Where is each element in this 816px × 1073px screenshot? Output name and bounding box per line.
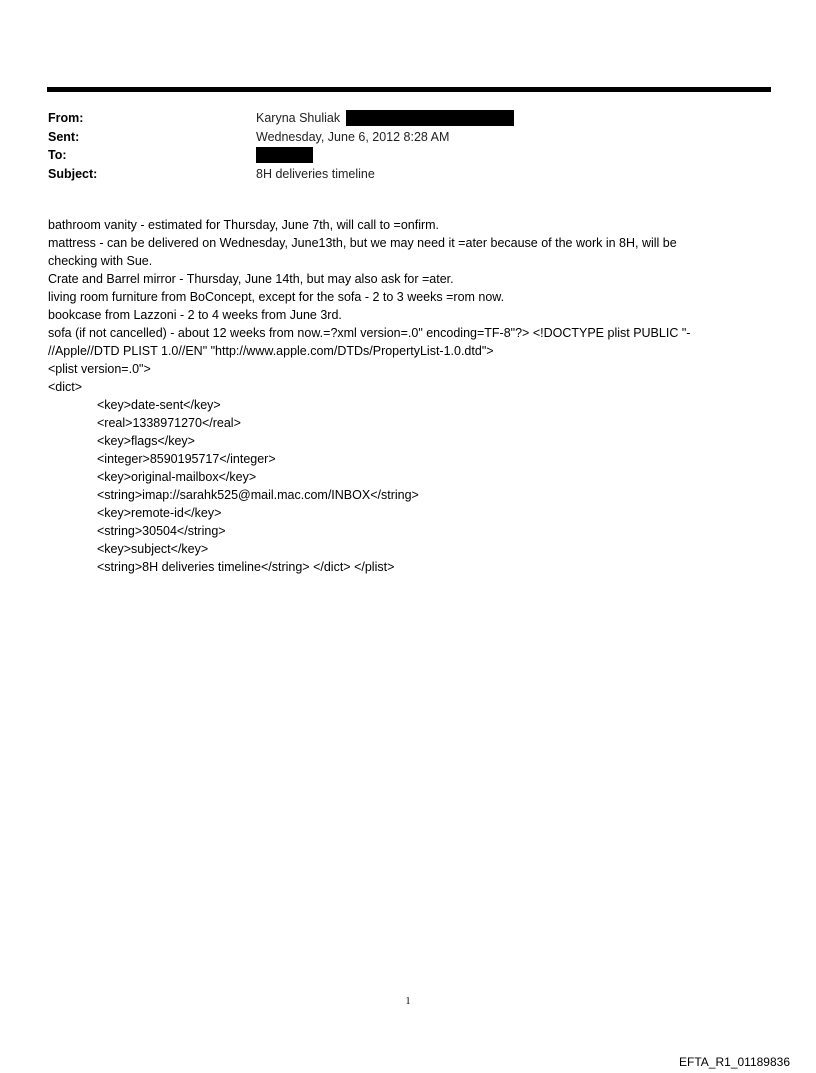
from-label: From: bbox=[48, 111, 84, 126]
from-value bbox=[256, 110, 514, 126]
plist-line: <key>date-sent</key> bbox=[97, 398, 221, 412]
page-number: 1 bbox=[405, 996, 411, 1007]
body-line: sofa (if not cancelled) - about 12 weeks from now.=?xml version=.0" encoding=TF-8"?> <!DOCTYPE plist PUBLIC "- bbox=[48, 326, 691, 340]
to-label: To: bbox=[48, 148, 67, 163]
body-line: living room furniture from BoConcept, except for the sofa - 2 to 3 weeks =rom now. bbox=[48, 290, 505, 304]
to-redaction bbox=[256, 147, 313, 163]
plist-line: <key>subject</key> bbox=[97, 542, 209, 556]
body-line: checking with Sue. bbox=[48, 254, 153, 268]
sent-value: Wednesday, June 6, 2012 8:28 AM bbox=[256, 129, 450, 144]
email-header bbox=[48, 109, 768, 183]
plist-line: <key>remote-id</key> bbox=[97, 506, 222, 520]
subject-value: 8H deliveries timeline bbox=[256, 166, 375, 181]
to-row bbox=[48, 146, 768, 165]
document-id: EFTA_R1_01189836 bbox=[679, 1055, 790, 1069]
body-line: //Apple//DTD PLIST 1.0//EN" "http://www.apple.com/DTDs/PropertyList-1.0.dtd"> bbox=[48, 344, 494, 358]
body-line: bookcase from Lazzoni - 2 to 4 weeks from June 3rd. bbox=[48, 308, 342, 322]
body-line: mattress - can be delivered on Wednesday, June13th, but we may need it =ater because of the work in 8H, will be bbox=[48, 236, 677, 250]
body-line: <plist version=.0"> bbox=[48, 362, 151, 376]
to-value bbox=[256, 147, 313, 163]
subject-row bbox=[48, 165, 768, 184]
header-rule bbox=[47, 87, 771, 92]
sent-row bbox=[48, 128, 768, 147]
from-redaction bbox=[346, 110, 514, 126]
plist-line: <key>original-mailbox</key> bbox=[97, 470, 257, 484]
plist-line: <key>flags</key> bbox=[97, 434, 195, 448]
plist-line: <real>1338971270</real> bbox=[97, 416, 241, 430]
body-line: bathroom vanity - estimated for Thursday, June 7th, will call to =onfirm. bbox=[48, 218, 440, 232]
body-line: <dict> bbox=[48, 380, 83, 394]
subject-label: Subject: bbox=[48, 166, 98, 181]
body-line: Crate and Barrel mirror - Thursday, June 14th, but may also ask for =ater. bbox=[48, 272, 454, 286]
plist-line: <string>8H deliveries timeline</string> </dict> </plist> bbox=[97, 560, 395, 574]
sent-label: Sent: bbox=[48, 129, 80, 144]
plist-line: <string>imap://sarahk525@mail.mac.com/INBOX</string> bbox=[97, 488, 419, 502]
plist-line: <string>30504</string> bbox=[97, 524, 226, 538]
plist-line: <integer>8590195717</integer> bbox=[97, 452, 276, 466]
from-name: Karyna Shuliak bbox=[256, 111, 341, 126]
email-body bbox=[48, 216, 768, 576]
from-row bbox=[48, 109, 768, 128]
